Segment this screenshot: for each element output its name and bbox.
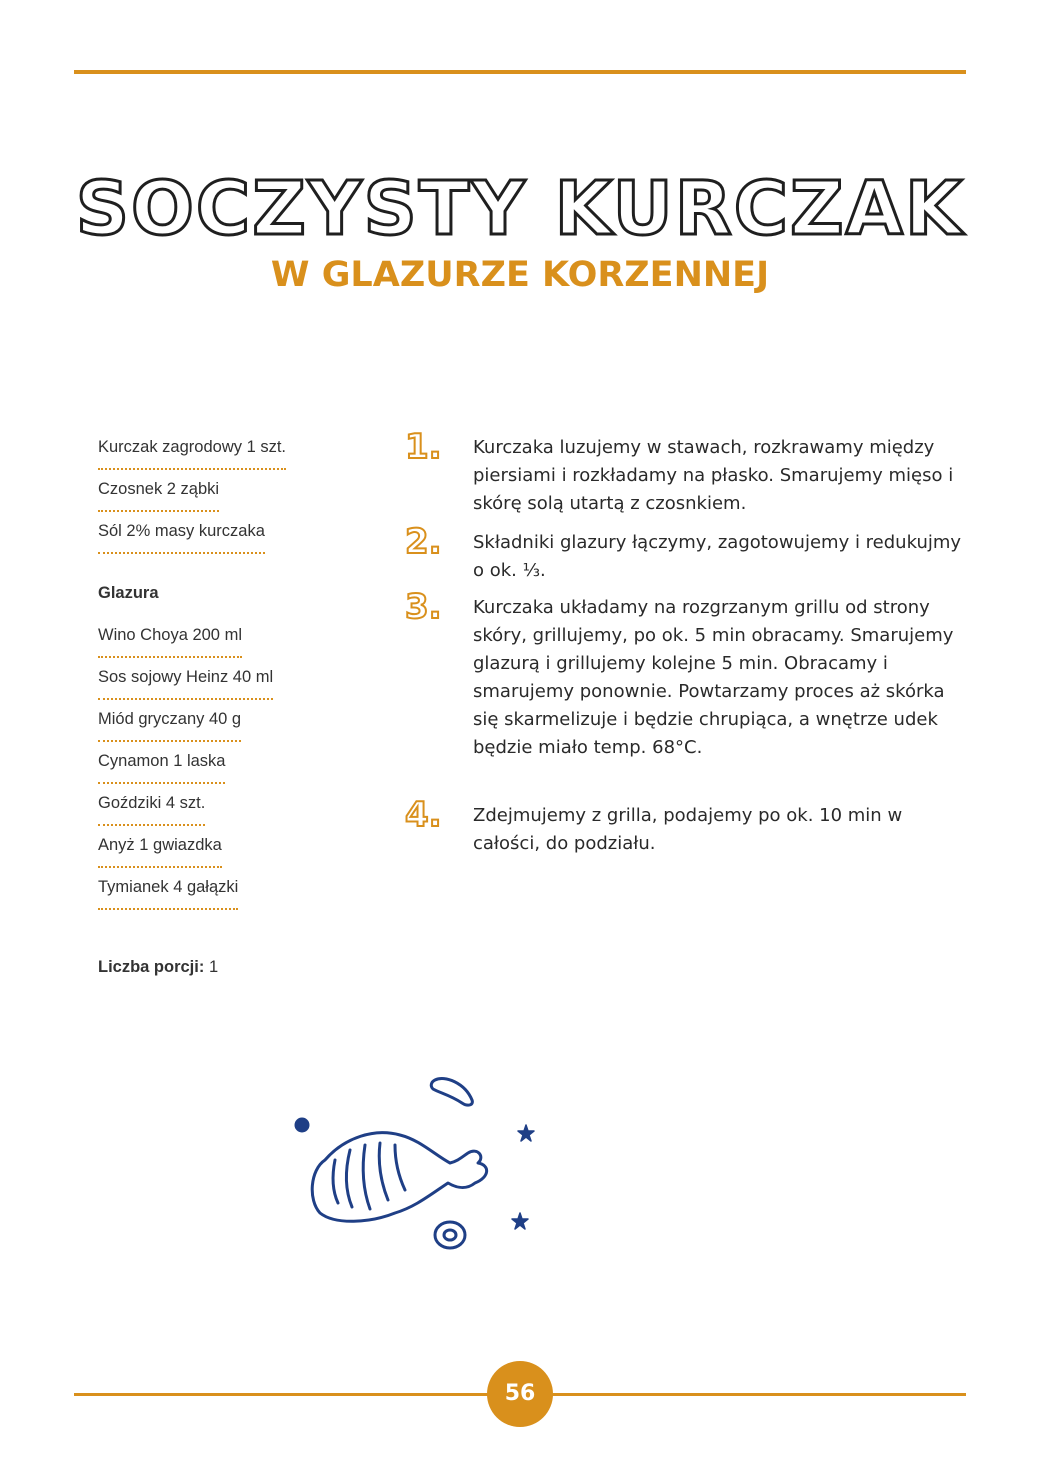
step-number: 3. (405, 587, 442, 627)
ingredient-item: Tymianek 4 gałązki (98, 870, 328, 912)
step-number: 4. (405, 795, 442, 835)
ingredient-item: Cynamon 1 laska (98, 744, 328, 786)
ingredient-item: Anyż 1 gwiazdka (98, 828, 328, 870)
step-number: 2. (405, 522, 442, 562)
glaze-heading: Glazura (98, 584, 159, 602)
ingredient-item: Kurczak zagrodowy 1 szt. (98, 430, 328, 472)
step-text: Zdejmujemy z grilla, podajemy po ok. 10 min w całości, do podziału. (473, 805, 903, 854)
page-number: 56 (487, 1361, 553, 1427)
ingredient-item: Sos sojowy Heinz 40 ml (98, 660, 328, 702)
recipe-title: SOCZYSTY KURCZAK (75, 166, 965, 252)
recipe-subtitle: W GLAZURZE KORZENNEJ (270, 255, 770, 295)
ingredients-list (98, 430, 328, 912)
chicken-leg-illustration (290, 1065, 540, 1265)
step-number: 1. (405, 427, 442, 467)
ingredient-item: Goździki 4 szt. (98, 786, 328, 828)
portions-label: Liczba porcji: (98, 958, 205, 976)
step-text: Kurczaka luzujemy w stawach, rozkrawamy między piersiami i rozkładamy na płasko. Smarujemy mięso i skórę solą utartą z czosnkiem. (473, 437, 954, 514)
ingredient-item: Wino Choya 200 ml (98, 618, 328, 660)
portions (98, 958, 218, 977)
top-rule (74, 70, 966, 74)
ingredient-item: Miód gryczany 40 g (98, 702, 328, 744)
ingredient-item: Czosnek 2 ząbki (98, 472, 328, 514)
step-text: Składniki glazury łączymy, zagotowujemy i redukujmy o ok. ⅓. (473, 532, 962, 581)
portions-value: 1 (208, 958, 219, 976)
step-text: Kurczaka układamy na rozgrzanym grillu od strony skóry, grillujemy, po ok. 5 min obracamy. Smarujemy glazurą i grillujemy kolejne 5 min. Obracamy i smarujemy ponownie. Powtarzamy proces aż skórka się skarmelizuje i będzie chrupiąca, a wnętrze udek będzie miało temp. 68°C. (473, 597, 954, 758)
ingredient-item: Sól 2% masy kurczaka (98, 514, 328, 556)
